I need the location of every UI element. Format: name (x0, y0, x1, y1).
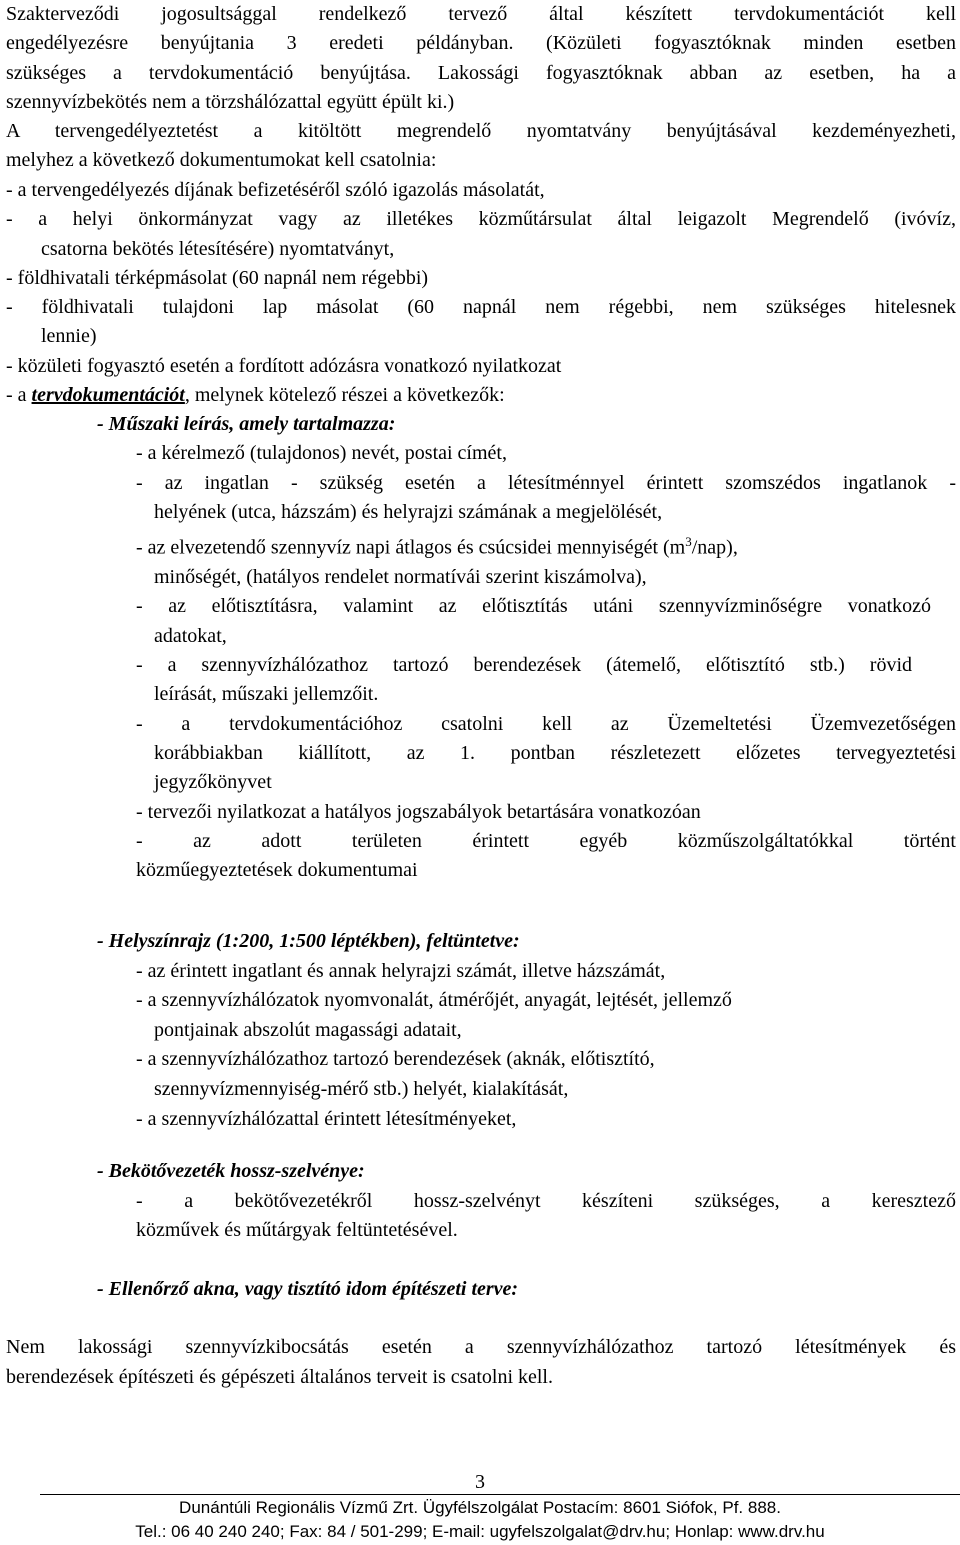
tervdok-prefix: - a (6, 384, 32, 406)
ellenorzo-heading: - Ellenőrző akna, vagy tisztító idom építészeti terve: (97, 1278, 519, 1300)
list-item: - a szennyvízhálózathoz tartozó berendezések (aknák, előtisztító, (136, 1048, 655, 1071)
list-item: - a helyi önkormányzat vagy az illetékes közműtársulat által leigazolt Megrendelő (ivóvíz, (6, 208, 956, 231)
list-item-continuation: adatokat, (154, 624, 227, 647)
list-item: - az adott területen érintett egyéb közműszolgáltatókkal történt (136, 829, 956, 852)
intro-paragraph (6, 0, 956, 176)
bekoto-section (97, 1157, 956, 1246)
footer-address: Dunántúli Regionális Vízmű Zrt. Ügyfélszolgálat Postacím: 8601 Siófok, Pf. 888. (179, 1498, 781, 1517)
list-item: - a tervdokumentációhoz csatolni kell az Üzemeltetési Üzemvezetőségen (136, 712, 956, 735)
list-item-continuation: leírását, műszaki jellemzőit. (154, 683, 379, 706)
helyszin-list (136, 957, 956, 1135)
list-item-continuation: helyének (utca, házszám) és helyrajzi számának a megjelölését, (154, 500, 663, 523)
list-item: - a bekötővezetékről hossz-szelvényt készíteni szükséges, a keresztező (136, 1189, 956, 1212)
muszaki-list (136, 439, 956, 885)
bekoto-heading: - Bekötővezeték hossz-szelvénye: (97, 1160, 365, 1182)
list-item: - a szennyvízhálózatok nyomvonalát, átmérőjét, anyagát, lejtését, jellemző (136, 989, 732, 1012)
helyszin-heading: - Helyszínrajz (1:200, 1:500 léptékben), feltüntetve: (97, 930, 520, 952)
list-item: - földhivatali térképmásolat (60 napnál nem régebbi) (6, 266, 429, 289)
list-item: - az ingatlan - szükség esetén a létesítménnyel érintett szomszédos ingatlanok - (136, 471, 956, 494)
tervdok-suffix: , melynek kötelező részei a következők: (184, 384, 505, 406)
list-item: - a szennyvízhálózattal érintett létesítményeket, (136, 1107, 517, 1130)
tervdok-line (6, 381, 505, 410)
attachment-list (6, 176, 956, 381)
closing-line-2: berendezések építészeti és gépészeti általános terveit is csatolni kell. (6, 1365, 553, 1388)
closing-paragraph (6, 1333, 956, 1392)
muszaki-section (97, 410, 956, 885)
intro-line-4: szennyvízbekötés nem a törzshálózattal együtt épült ki.) (6, 90, 455, 113)
intro-line-2: engedélyezésre benyújtania 3 eredeti példányban. (Közületi fogyasztóknak minden esetben (6, 32, 956, 55)
list-item: - az előtisztításra, valamint az előtisztítás utáni szennyvízminőségre vonatkozó (136, 595, 931, 618)
flow-unit: /nap), (691, 536, 738, 559)
list-item-continuation: szennyvízmennyiség-mérő stb.) helyét, kialakítását, (154, 1077, 569, 1100)
list-item-continuation: lennie) (41, 325, 97, 348)
closing-line-1: Nem lakossági szennyvízkibocsátás esetén a szennyvízhálózathoz tartozó létesítmények és (6, 1336, 956, 1358)
list-item: - a tervengedélyezés díjának befizetéséről szóló igazolás másolatát, (6, 179, 545, 201)
footer-divider (40, 1494, 960, 1495)
list-item-continuation: közművek és műtárgyak feltüntetésével. (136, 1219, 458, 1242)
list-item-continuation: közműegyeztetések dokumentumai (136, 859, 418, 882)
list-item-continuation: jegyzőkönyvet (154, 771, 272, 794)
list-item-continuation: pontjainak abszolút magassági adatait, (154, 1018, 462, 1041)
tervdok-emphasis: tervdokumentációt (31, 384, 185, 406)
list-item: - földhivatali tulajdoni lap másolat (60 napnál nem régebbi, nem szükséges hitelesnek (6, 296, 956, 319)
list-item: - tervezői nyilatkozat a hatályos jogszabályok betartására vonatkozóan (136, 800, 701, 823)
flow-text: - az elvezetendő szennyvíz napi átlagos és csúcsidei mennyiségét (m (136, 536, 686, 559)
list-item: - a kérelmező (tulajdonos) nevét, postai címét, (136, 442, 507, 465)
list-item: - közületi fogyasztó esetén a fordított adózásra vonatkozó nyilatkozat (6, 354, 562, 377)
intro-line-1: Szakterveződi jogosultsággal rendelkező tervező által készített tervdokumentációt kell (6, 3, 956, 25)
list-item-continuation: minőségét, (hatályos rendelet normatívái szerint kiszámolva), (154, 566, 647, 589)
bekoto-list (136, 1187, 956, 1246)
list-item: - az érintett ingatlant és annak helyrajzi számát, illetve házszámát, (136, 959, 666, 982)
intro-line-5: A tervengedélyeztetést a kitöltött megrendelő nyomtatvány benyújtásával kezdeményezheti, (6, 120, 956, 143)
list-item-continuation: csatorna bekötés létesítésére) nyomtatványt, (41, 237, 395, 260)
list-item (136, 527, 956, 563)
muszaki-heading: - Műszaki leírás, amely tartalmazza: (97, 413, 396, 435)
list-item: - a szennyvízhálózathoz tartozó berendezések (átemelő, előtisztító stb.) rövid (136, 654, 912, 677)
intro-line-3: szükséges a tervdokumentáció benyújtása. Lakossági fogyasztóknak abban az esetben, ha a (6, 61, 956, 84)
helyszin-section (97, 927, 956, 1134)
footer-contact: Tel.: 06 40 240 240; Fax: 84 / 501-299; E-mail: ugyfelszolgalat@drv.hu; Honlap: www.drv.hu (135, 1522, 825, 1541)
page-number: 3 (475, 1471, 485, 1493)
intro-line-6: melyhez a következő dokumentumokat kell csatolnia: (6, 149, 437, 172)
superscript: 3 (685, 534, 692, 550)
list-item-continuation: korábbiakban kiállított, az 1. pontban részletezett előzetes tervegyeztetési (154, 741, 956, 764)
